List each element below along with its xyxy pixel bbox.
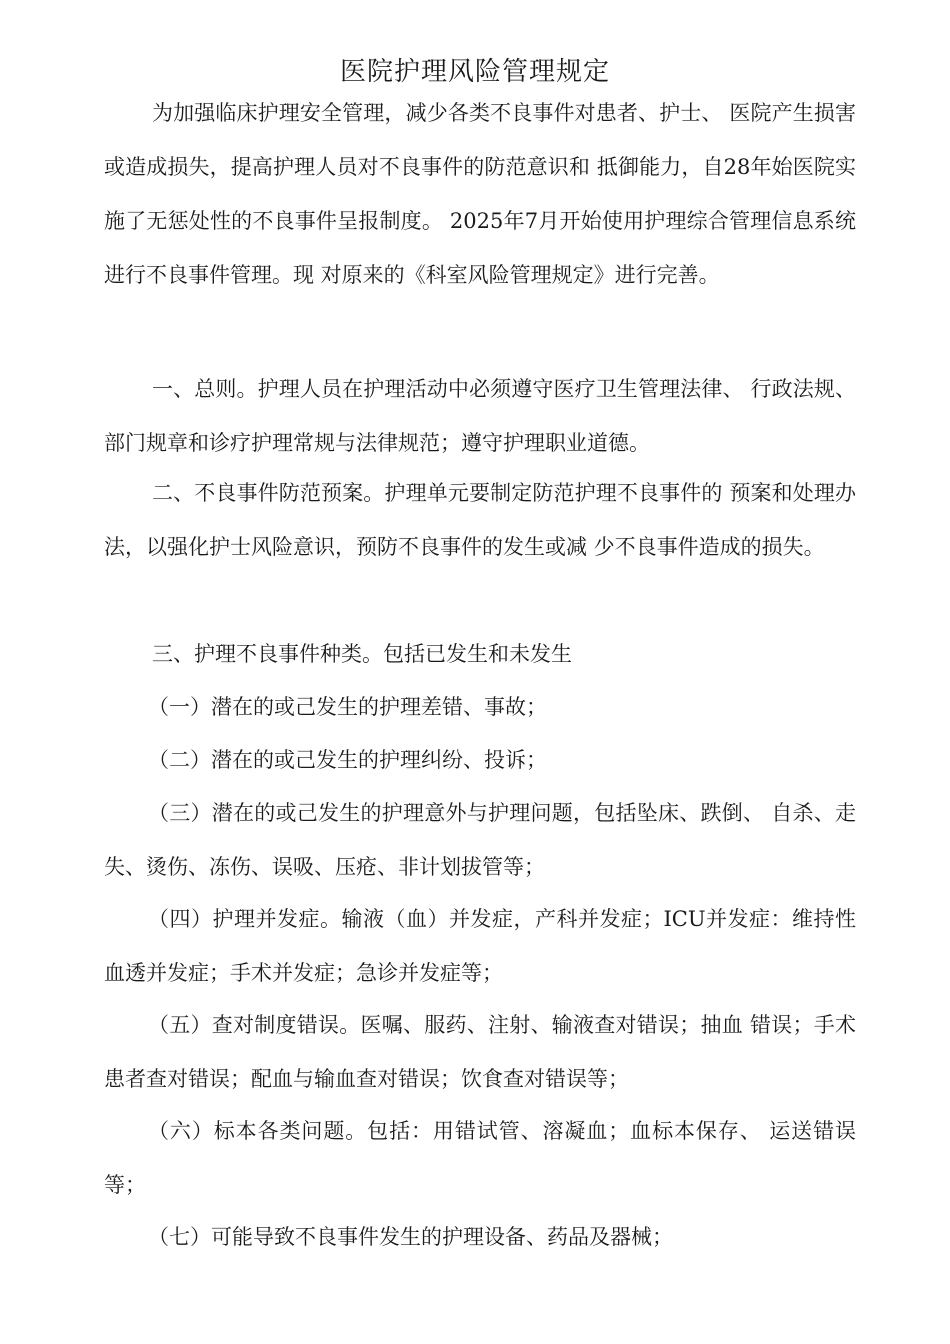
list-item: （一）潜在的或己发生的护理差错、事故；	[148, 695, 547, 719]
list-item: （四）护理并发症。输液（血）并发症，产科并发症；ICU并发症：维持性血透并发症；手术并发症；急诊并发症等；	[104, 907, 856, 985]
list-item: （二）潜在的或己发生的护理纠纷、投诉；	[148, 748, 547, 772]
list-item: （七）可能导致不良事件发生的护理设备、药品及器械；	[148, 1225, 673, 1249]
section-event-types: 三、护理不良事件种类。包括已发生和未发生	[152, 642, 572, 666]
list-item: （六）标本各类问题。包括：用错试管、溶凝血；血标本保存、 运送错误等；	[104, 1119, 856, 1197]
list-item: （五）查对制度错误。医嘱、服药、注射、输液查对错误；抽血 错误；手术患者查对错误；配血与输血查对错误；饮食查对错误等；	[104, 1013, 856, 1091]
section-prevention: 二、不良事件防范预案。护理单元要制定防范护理不良事件的 预案和处理办法，以强化护士风险意识，预防不良事件的发生或减 少不良事件造成的损失。	[104, 481, 856, 559]
section-general: 一、总则。护理人员在护理活动中必须遵守医疗卫生管理法律、 行政法规、部门规章和诊疗护理常规与法律规范；遵守护理职业道德。	[104, 377, 856, 455]
document-title: 医院护理风险管理规定	[339, 57, 610, 87]
intro-paragraph: 为加强临床护理安全管理，减少各类不良事件对患者、护士、 医院产生损害或造成损失，提高护理人员对不良事件的防范意识和 抵御能力，自28年始医院实施了无惩处性的不良事件呈报制度。 2025年7月开始使用护理综合管理信息系统进行不良事件管理。现 对原来的《科室风险管理规定》进行完善。	[104, 101, 856, 287]
list-item: （三）潜在的或己发生的护理意外与护理问题，包括坠床、跌倒、 自杀、走失、烫伤、冻伤、误吸、压疮、非计划拔管等；	[104, 801, 856, 879]
